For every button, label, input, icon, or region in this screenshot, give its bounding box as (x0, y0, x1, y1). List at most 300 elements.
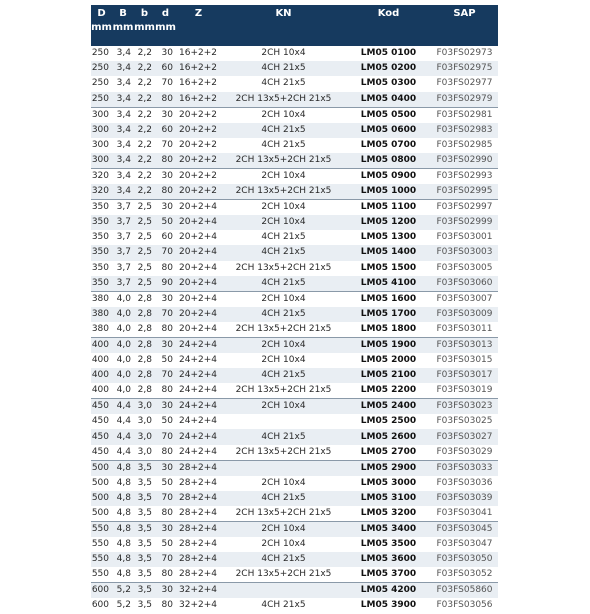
cell-b-lower: 2,8 (134, 291, 155, 307)
cell-d-lower: 30 (161, 48, 173, 59)
cell-b-lower: 2,2 (137, 78, 152, 89)
cell-d-lower: 70 (161, 431, 173, 442)
cell-b-lower: 3,0 (137, 431, 152, 442)
table-row (91, 261, 498, 276)
cell-d: 500 (91, 508, 109, 518)
cell-b-upper: 3,7 (112, 199, 134, 215)
cell-b-upper: 4,0 (116, 354, 131, 365)
cell-b-upper: 3,7 (116, 232, 131, 243)
cell-b-upper: 4,0 (112, 291, 134, 307)
cell-d: 500 (91, 492, 109, 503)
cell-d: 300 (91, 124, 109, 135)
cell-b-upper: 3,4 (116, 185, 131, 196)
cell-b-upper: 4,8 (116, 554, 131, 565)
cell-z: 20+2+2 (179, 154, 217, 165)
cell-sap: F03FS03029 (436, 446, 493, 457)
cell-b-lower: 2,5 (137, 232, 152, 243)
table-row (91, 291, 498, 307)
cell-b-lower: 3,5 (137, 539, 152, 550)
cell-z: 24+2+4 (179, 370, 217, 381)
table-row (91, 76, 498, 91)
cell-d-lower: 80 (161, 93, 173, 104)
cell-kod: LM05 3700 (360, 569, 417, 580)
cell-sap: F03FS03011 (436, 323, 493, 334)
table-row (91, 445, 498, 461)
cell-kn: 2CH 10x4 (221, 168, 346, 184)
cell-d-lower: 70 (161, 139, 173, 150)
cell-d: 600 (91, 583, 112, 599)
header-z-label: Z (194, 8, 203, 19)
cell-kn: 4CH 21x5 (261, 139, 306, 150)
header-row (91, 5, 498, 46)
cell-b-lower: 2,2 (137, 154, 152, 165)
cell-z: 28+2+4 (176, 460, 221, 476)
cell-d-lower: 50 (161, 477, 173, 488)
cell-b-upper: 5,2 (112, 583, 134, 599)
cell-d: 350 (91, 232, 109, 243)
cell-z: 20+2+2 (176, 168, 221, 184)
cell-b-lower: 2,5 (137, 262, 152, 273)
cell-d: 380 (91, 323, 109, 334)
table-row (91, 522, 498, 538)
cell-kod: LM05 1400 (360, 247, 417, 258)
cell-kod: LM05 0200 (360, 63, 417, 74)
cell-kn: 4CH 21x5 (261, 124, 306, 135)
cell-z: 20+2+4 (179, 217, 217, 228)
cell-z: 16+2+2 (179, 48, 217, 59)
cell-kod: LM05 0900 (346, 168, 431, 184)
cell-d: 350 (91, 217, 109, 228)
header-kn (221, 5, 346, 46)
cell-d-lower: 80 (161, 446, 173, 457)
cell-sap: F03FS03056 (436, 600, 493, 611)
cell-b-upper: 3,7 (116, 247, 131, 258)
cell-b-upper: 4,8 (116, 539, 131, 550)
cell-z: 32+2+4 (176, 583, 221, 599)
cell-d-lower: 80 (161, 262, 173, 273)
cell-b-lower: 2,2 (137, 63, 152, 74)
cell-d: 380 (91, 291, 112, 307)
cell-kn: 2CH 13x5+2CH 21x5 (235, 508, 332, 518)
cell-kod: LM05 1600 (346, 291, 431, 307)
cell-b-lower: 2,2 (137, 124, 152, 135)
cell-b-lower: 2,5 (137, 217, 152, 228)
header-b-lower-unit: mm (134, 22, 155, 33)
cell-b-upper: 3,4 (116, 154, 131, 165)
cell-kod: LM05 0100 (360, 48, 417, 59)
cell-d: 250 (91, 78, 109, 89)
table-row (91, 552, 498, 567)
cell-kn: 2CH 10x4 (221, 107, 346, 123)
cell-d: 500 (91, 477, 109, 488)
cell-b-lower: 2,2 (137, 93, 152, 104)
cell-kn: 4CH 21x5 (261, 492, 306, 503)
cell-z: 20+2+4 (179, 247, 217, 258)
cell-b-lower: 3,5 (137, 492, 152, 503)
cell-b-upper: 4,8 (116, 477, 131, 488)
table-row (91, 583, 498, 599)
cell-sap: F03FS02995 (436, 185, 493, 196)
cell-b-lower: 2,5 (134, 199, 155, 215)
cell-kod: LM05 3500 (360, 539, 417, 550)
header-b-upper-label: B (119, 8, 127, 19)
cell-sap: F03FS03005 (436, 262, 493, 273)
cell-d: 450 (91, 399, 112, 415)
cell-b-upper: 3,4 (112, 168, 134, 184)
cell-d-lower: 60 (161, 63, 173, 74)
table-row (91, 215, 498, 230)
cell-d-lower: 60 (161, 124, 173, 135)
cell-d-lower: 60 (161, 232, 173, 243)
cell-sap: F03FS03015 (436, 354, 493, 365)
cell-d-lower: 80 (161, 323, 173, 334)
header-d-lower (155, 5, 176, 46)
cell-kod: LM05 3400 (346, 522, 431, 538)
cell-kod: LM05 1900 (346, 337, 431, 353)
cell-z: 16+2+2 (179, 78, 217, 89)
cell-d-lower: 70 (161, 308, 173, 319)
cell-d-lower: 80 (161, 385, 173, 396)
cell-b-lower: 3,5 (137, 477, 152, 488)
cell-kn: 4CH 21x5 (261, 600, 306, 611)
cell-b-upper: 4,4 (116, 416, 131, 427)
cell-kn: 2CH 10x4 (261, 539, 306, 550)
cell-b-lower: 3,0 (137, 416, 152, 427)
cell-kn: 4CH 21x5 (261, 431, 306, 442)
table-row (91, 476, 498, 491)
cell-sap: F03FS03009 (436, 308, 493, 319)
cell-kod: LM05 1700 (360, 308, 417, 319)
cell-kn: 2CH 10x4 (261, 217, 306, 228)
cell-z: 16+2+2 (179, 63, 217, 74)
cell-sap: F03FS02993 (431, 168, 498, 184)
cell-d-lower: 70 (161, 78, 173, 89)
cell-b-upper: 3,7 (116, 217, 131, 228)
table-row (91, 399, 498, 415)
cell-z: 24+2+4 (179, 354, 217, 365)
cell-kn: 4CH 21x5 (261, 232, 306, 243)
header-sap (431, 5, 498, 46)
cell-b-lower: 3,5 (134, 583, 155, 599)
header-b-lower (134, 5, 155, 46)
table-row (91, 567, 498, 583)
table-row (91, 276, 498, 292)
cell-d: 550 (91, 569, 109, 580)
cell-b-upper: 4,8 (116, 569, 131, 580)
cell-d-lower: 50 (161, 539, 173, 550)
cell-d: 300 (91, 154, 109, 165)
header-b-upper-unit: mm (112, 22, 134, 33)
cell-b-upper: 3,7 (116, 262, 131, 273)
cell-z: 24+2+4 (179, 431, 217, 442)
cell-b-lower: 2,8 (137, 385, 152, 396)
header-kn-label: KN (275, 8, 292, 19)
cell-b-lower: 2,2 (137, 185, 152, 196)
cell-kn: 2CH 10x4 (221, 337, 346, 353)
cell-kn: 2CH 13x5+2CH 21x5 (235, 185, 332, 196)
cell-kn: 2CH 13x5+2CH 21x5 (235, 154, 332, 165)
cell-d-lower: 30 (155, 291, 176, 307)
header-b-lower-label: b (140, 8, 149, 19)
header-kod (346, 5, 431, 46)
cell-kod: LM05 2000 (360, 354, 417, 365)
cell-b-upper: 4,0 (116, 385, 131, 396)
cell-b-lower: 2,8 (134, 337, 155, 353)
cell-kod: LM05 0300 (360, 78, 417, 89)
cell-b-lower: 2,8 (137, 354, 152, 365)
cell-sap: F03FS03025 (436, 416, 493, 427)
cell-b-upper: 3,4 (116, 124, 131, 135)
cell-z: 28+2+4 (179, 569, 217, 580)
cell-d-lower: 30 (155, 583, 176, 599)
cell-sap: F03FS03036 (436, 477, 493, 488)
cell-z: 28+2+4 (179, 539, 217, 550)
cell-kod: LM05 1200 (360, 217, 417, 228)
cell-b-upper: 4,8 (116, 492, 131, 503)
cell-kod: LM05 2500 (360, 416, 417, 427)
cell-d-lower: 80 (161, 185, 173, 196)
cell-b-upper: 3,4 (112, 107, 134, 123)
cell-kod: LM05 3000 (360, 477, 417, 488)
cell-d-lower: 90 (161, 277, 173, 288)
cell-d-lower: 30 (155, 107, 176, 123)
cell-kn: 2CH 10x4 (261, 477, 306, 488)
table-row (91, 168, 498, 184)
cell-b-upper: 3,4 (116, 78, 131, 89)
table-row (91, 92, 498, 108)
cell-kn: 2CH 13x5+2CH 21x5 (235, 446, 332, 457)
header-d-unit: mm (91, 22, 112, 33)
cell-d: 300 (91, 107, 112, 123)
cell-sap: F03FS03027 (436, 431, 493, 442)
table-row (91, 598, 498, 613)
cell-sap: F03FS03039 (436, 492, 493, 503)
cell-d: 400 (91, 385, 109, 396)
cell-z: 16+2+2 (179, 93, 217, 104)
table-header (91, 5, 498, 46)
cell-d-lower: 70 (161, 554, 173, 565)
table-row (91, 230, 498, 245)
table-row (91, 506, 498, 522)
cell-d-lower: 30 (155, 199, 176, 215)
cell-kn: 4CH 21x5 (261, 63, 306, 74)
cell-kod: LM05 0500 (346, 107, 431, 123)
cell-sap: F03FS03033 (431, 460, 498, 476)
cell-z: 28+2+4 (179, 554, 217, 565)
cell-b-upper: 4,8 (112, 522, 134, 538)
cell-sap: F03FS02999 (436, 217, 493, 228)
cell-d-lower: 50 (161, 354, 173, 365)
cell-z: 20+2+4 (176, 199, 221, 215)
cell-sap: F03FS02979 (436, 93, 493, 104)
cell-kod: LM05 1800 (360, 323, 417, 334)
cell-d: 500 (91, 460, 112, 476)
cell-z: 28+2+4 (176, 522, 221, 538)
cell-sap: F03FS03019 (436, 385, 493, 396)
cell-d-lower: 30 (155, 522, 176, 538)
cell-sap: F03FS03023 (431, 399, 498, 415)
cell-z: 32+2+4 (179, 600, 217, 611)
header-kod-label: Kod (377, 8, 400, 19)
table-row (91, 61, 498, 76)
cell-b-lower: 3,5 (137, 508, 152, 518)
cell-sap: F03FS03017 (436, 370, 493, 381)
header-z (176, 5, 221, 46)
table-row (91, 337, 498, 353)
table-row (91, 184, 498, 200)
cell-b-upper: 3,4 (116, 139, 131, 150)
cell-sap: F03FS05860 (431, 583, 498, 599)
cell-kn: 4CH 21x5 (261, 308, 306, 319)
cell-z: 20+2+4 (179, 323, 217, 334)
cell-kod: LM05 2100 (360, 370, 417, 381)
cell-z: 20+2+4 (179, 232, 217, 243)
cell-kod: LM05 2900 (346, 460, 431, 476)
cell-d: 600 (91, 600, 109, 611)
cell-b-lower: 3,5 (134, 460, 155, 476)
cell-d: 250 (91, 93, 109, 104)
cell-sap: F03FS02981 (431, 107, 498, 123)
table-row (91, 414, 498, 429)
table-row (91, 537, 498, 552)
cell-b-upper: 4,4 (116, 446, 131, 457)
cell-d-lower: 30 (155, 337, 176, 353)
cell-kn: 2CH 10x4 (221, 291, 346, 307)
cell-d-lower: 80 (161, 600, 173, 611)
cell-sap: F03FS02975 (436, 63, 493, 74)
cell-d-lower: 80 (161, 508, 173, 518)
cell-d: 350 (91, 247, 109, 258)
cell-kod: LM05 1000 (360, 185, 417, 196)
cell-sap: F03FS03003 (436, 247, 493, 258)
table-row (91, 491, 498, 506)
cell-kod: LM05 3900 (360, 600, 417, 611)
cell-kn (221, 414, 346, 429)
cell-sap: F03FS03013 (431, 337, 498, 353)
cell-d: 250 (91, 48, 109, 59)
cell-d: 450 (91, 446, 109, 457)
cell-d-lower: 70 (161, 492, 173, 503)
cell-d: 400 (91, 354, 109, 365)
cell-d: 550 (91, 522, 112, 538)
cell-b-lower: 2,5 (137, 247, 152, 258)
cell-b-lower: 3,0 (137, 446, 152, 457)
cell-sap: F03FS03060 (436, 277, 493, 288)
cell-z: 24+2+4 (179, 385, 217, 396)
table-row (91, 460, 498, 476)
cell-kod: LM05 0600 (360, 124, 417, 135)
cell-kod: LM05 4200 (346, 583, 431, 599)
cell-kod: LM05 2400 (346, 399, 431, 415)
cell-sap: F03FS03047 (436, 539, 493, 550)
cell-kn: 4CH 21x5 (261, 277, 306, 288)
cell-kod: LM05 4100 (360, 277, 417, 288)
cell-kod: LM05 1100 (346, 199, 431, 215)
cell-sap: F03FS02990 (436, 154, 493, 165)
cell-d: 400 (91, 337, 112, 353)
cell-b-upper: 5,2 (116, 600, 131, 611)
cell-z: 24+2+4 (179, 416, 217, 427)
cell-d: 320 (91, 185, 109, 196)
cell-kod: LM05 2600 (360, 431, 417, 442)
cell-z: 20+2+2 (176, 107, 221, 123)
cell-d: 350 (91, 262, 109, 273)
cell-kn: 4CH 21x5 (261, 78, 306, 89)
cell-z: 20+2+4 (176, 291, 221, 307)
cell-kn (221, 583, 346, 599)
cell-kod: LM05 0800 (360, 154, 417, 165)
table-row (91, 368, 498, 383)
cell-kn: 2CH 13x5+2CH 21x5 (235, 262, 332, 273)
table-row (91, 107, 498, 123)
cell-kn: 4CH 21x5 (261, 247, 306, 258)
cell-kn: 2CH 13x5+2CH 21x5 (235, 385, 332, 396)
cell-d-lower: 70 (161, 370, 173, 381)
cell-d-lower: 80 (161, 569, 173, 580)
cell-kn: 4CH 21x5 (261, 370, 306, 381)
cell-b-upper: 4,4 (116, 431, 131, 442)
cell-kod: LM05 1500 (360, 262, 417, 273)
cell-b-lower: 3,5 (134, 522, 155, 538)
cell-d: 550 (91, 539, 109, 550)
cell-kod: LM05 3200 (360, 508, 417, 518)
cell-b-lower: 3,5 (137, 569, 152, 580)
cell-d: 380 (91, 308, 109, 319)
cell-kod: LM05 0400 (360, 93, 417, 104)
cell-kod: LM05 2700 (360, 446, 417, 457)
cell-d: 320 (91, 168, 112, 184)
table-row (91, 153, 498, 169)
table-row (91, 245, 498, 260)
cell-d: 350 (91, 199, 112, 215)
cell-b-lower: 3,5 (137, 600, 152, 611)
cell-b-upper: 4,0 (116, 323, 131, 334)
cell-kn: 4CH 21x5 (261, 554, 306, 565)
cell-b-lower: 3,5 (137, 554, 152, 565)
cell-b-upper: 4,8 (116, 508, 131, 518)
cell-sap: F03FS02985 (436, 139, 493, 150)
cell-z: 28+2+4 (179, 508, 217, 518)
cell-b-upper: 4,0 (112, 337, 134, 353)
header-sap-label: SAP (453, 8, 476, 19)
cell-b-lower: 2,2 (137, 139, 152, 150)
cell-b-lower: 2,8 (137, 370, 152, 381)
cell-kn: 2CH 10x4 (221, 399, 346, 415)
table-row (91, 307, 498, 322)
header-b-upper (112, 5, 134, 46)
cell-b-upper: 4,4 (112, 399, 134, 415)
spec-table (91, 5, 498, 614)
cell-b-upper: 3,4 (116, 93, 131, 104)
cell-b-lower: 2,2 (134, 107, 155, 123)
cell-d-lower: 30 (155, 399, 176, 415)
cell-b-upper: 3,4 (116, 63, 131, 74)
cell-kod: LM05 3600 (360, 554, 417, 565)
cell-z: 20+2+4 (179, 277, 217, 288)
table-row (91, 46, 498, 61)
header-d-lower-unit: mm (155, 22, 176, 33)
table-row (91, 199, 498, 215)
cell-d-lower: 30 (155, 460, 176, 476)
cell-b-upper: 4,8 (112, 460, 134, 476)
cell-kod: LM05 2200 (360, 385, 417, 396)
table-row (91, 138, 498, 153)
cell-z: 20+2+2 (179, 124, 217, 135)
cell-b-upper: 4,0 (116, 370, 131, 381)
table-row (91, 123, 498, 138)
cell-kod: LM05 3100 (360, 492, 417, 503)
cell-kn: 2CH 10x4 (261, 354, 306, 365)
